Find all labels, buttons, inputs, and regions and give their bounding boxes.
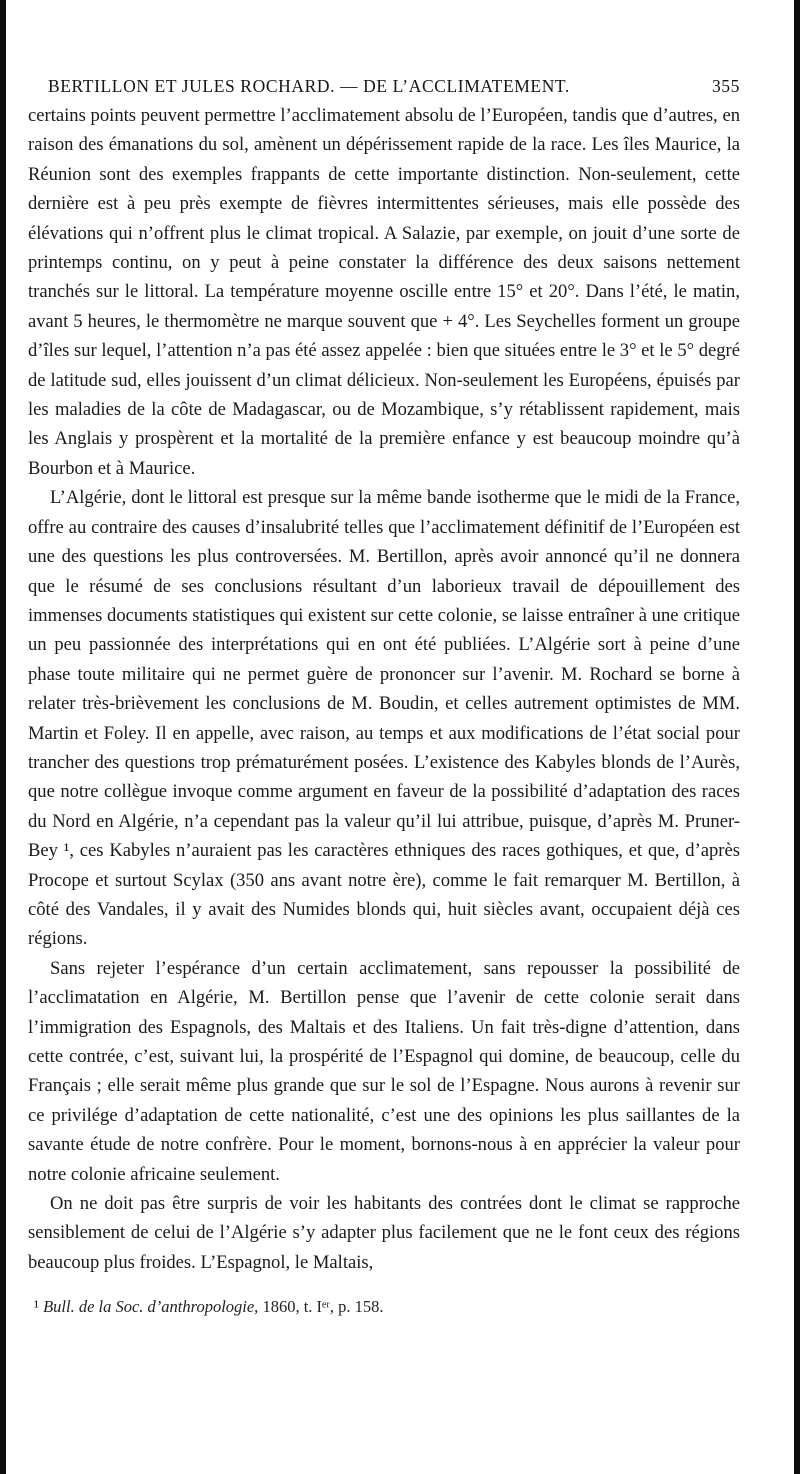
- page-number: 355: [711, 76, 740, 96]
- paragraph-1: certains points peuvent permettre l’acclimatement absolu de l’Européen, tandis que d’autres, en raison des émanations du sol, amènent un dépérissement rapide de la race. Les îles Maurice, la Réunion sont des exemples frappants de cette importante distinction. Non-seulement, cette dernière est à peu près exempte de fièvres intermittentes sérieuses, mais elle possède des élévations qui n’offrent plus le climat tropical. A Salazie, par exemple, on jouit d’une sorte de printemps continu, on y peut à peine constater la différence des deux saisons nettement tranchés sur le littoral. La température moyenne oscille entre 15° et 20°. Dans l’été, le matin, avant 5 heures, le thermomètre ne marque souvent que + 4°. Les Seychelles forment un groupe d’îles sur lequel, l’attention n’a pas été assez appelée : bien que situées entre le 3° et le 5° degré de latitude sud, elles jouissent d’un climat délicieux. Non-seulement les Européens, épuisés par les maladies de la côte de Madagascar, ou de Mozambique, s’y rétablissent rapidement, mais les Anglais y prospèrent et la mortalité de la première enfance y est beaucoup moindre qu’à Bourbon et à Maurice.: [28, 105, 740, 479]
- scan-edge-left: [0, 0, 6, 1474]
- footnote-mark: ¹: [34, 1297, 39, 1317]
- book-page: [28, 76, 740, 1317]
- running-header: [28, 76, 740, 97]
- running-title: BERTILLON ET JULES ROCHARD. — DE L’ACCLIMATEMENT.: [48, 76, 570, 96]
- paragraph-4: On ne doit pas être surpris de voir les habitants des contrées dont le climat se rapproche sensiblement de celui de l’Algérie s’y adapter plus facilement que ne le font ceux des régions beaucoup plus froides. L’Espagnol, le Maltais,: [28, 1193, 740, 1273]
- paragraph-2: L’Algérie, dont le littoral est presque sur la même bande isotherme que le midi de la France, offre au contraire des causes d’insalubrité telles que l’acclimatement définitif de l’Européen est une des questions les plus controversées. M. Bertillon, après avoir annoncé qu’il ne donnera que le résumé de ses conclusions résultant d’un laborieux travail de dépouillement des immenses documents statistiques qui existent sur cette colonie, se laisse entraîner à une critique un peu passionnée des interprétations qui en ont été publiées. L’Algérie sort à peine d’une phase toute militaire qui ne permet guère de prononcer sur l’avenir. M. Rochard se borne à relater très-brièvement les conclusions de M. Boudin, et celles autrement optimistes de MM. Martin et Foley. Il en appelle, avec raison, au temps et aux modifications de l’état social pour trancher des questions trop prématurément posées. L’existence des Kabyles blonds de l’Aurès, que notre collègue invoque comme argument en faveur de la possibilité d’adaptation des races du Nord en Algérie, n’a cependant pas la valeur qu’il lui attribue, puisque, d’après M. Pruner-Bey ¹, ces Kabyles n’auraient pas les caractères ethniques des races gothiques, et que, d’après Procope et surtout Scylax (350 ans avant notre ère), comme le fait remarquer M. Bertillon, à côté des Vandales, il y avait des Numides blonds qui, huit siècles avant, occupaient déjà ces régions.: [28, 487, 740, 950]
- paragraph-3: Sans rejeter l’espérance d’un certain acclimatement, sans repousser la possibilité de l’acclimatation en Algérie, M. Bertillon pense que l’avenir de cette colonie serait dans l’immigration des Espagnols, des Maltais et des Italiens. Un fait très-digne d’attention, dans cette contrée, c’est, suivant lui, la prospérité de l’Espagnol qui domine, de beaucoup, celle du Français ; elle serait même plus grande que sur le sol de l’Espagne. Nous aurons à revenir sur ce privilége d’adaptation de cette nationalité, c’est une des opinions les plus saillantes de la savante étude de notre confrère. Pour le moment, bornons-nous à en apprécier la valeur pour notre colonie africaine seulement.: [28, 957, 740, 1185]
- body-text: [28, 101, 740, 1277]
- footnote: [28, 1297, 740, 1317]
- footnote-details: 1860, t. Iᵉʳ, p. 158.: [262, 1297, 384, 1317]
- scan-edge-right: [794, 0, 800, 1474]
- footnote-source: Bull. de la Soc. d’anthropologie,: [43, 1297, 259, 1317]
